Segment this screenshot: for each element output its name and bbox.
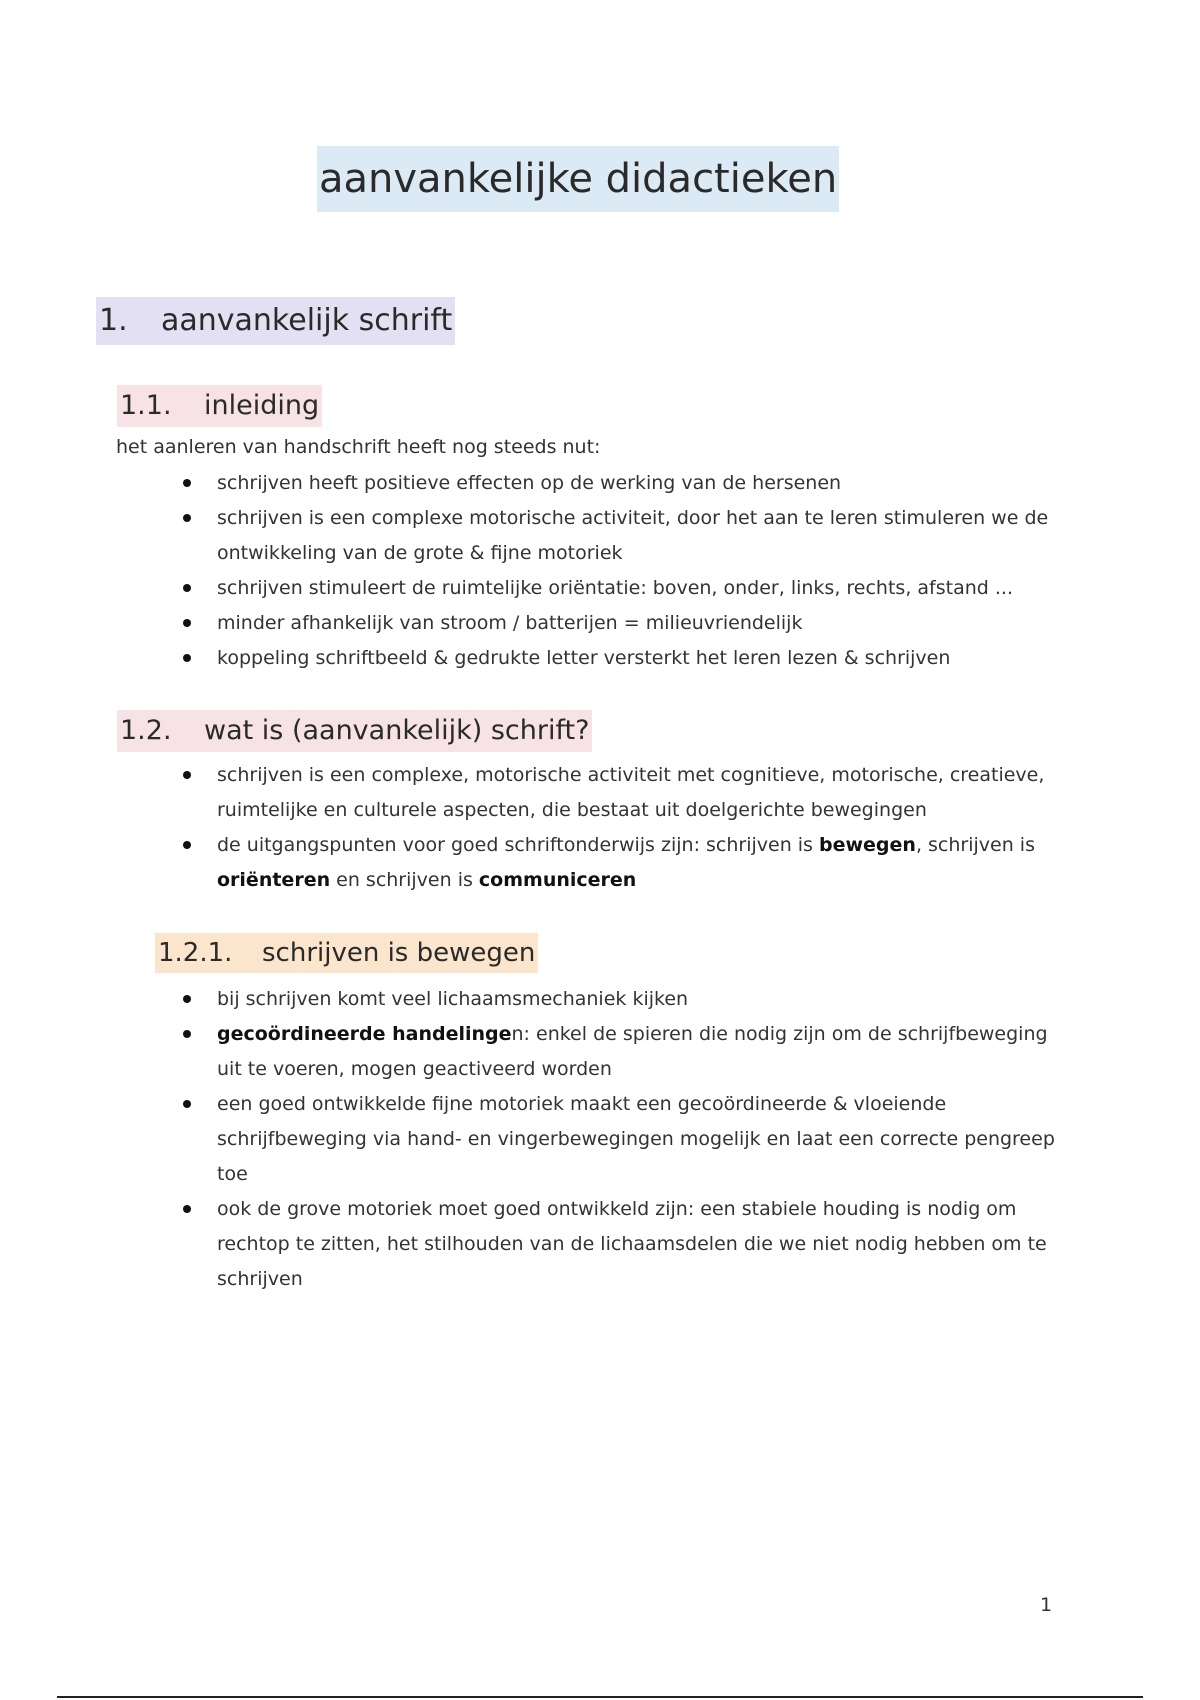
bullet-list-schrijven-is-bewegen (217, 982, 1067, 1297)
list-item: de uitgangspunten voor goed schriftonderwijs zijn: schrijven is bewegen, schrijven is oriënteren en schrijven is communiceren (217, 828, 1067, 898)
bold-term: bewegen (819, 834, 916, 856)
list-item: minder afhankelijk van stroom / batterijen = milieuvriendelijk (217, 606, 1067, 641)
list-item: een goed ontwikkelde fijne motoriek maakt een gecoördineerde & vloeiende schrijfbeweging via hand- en vingerbewegingen mogelijk en laat een correcte pengreep toe (217, 1087, 1067, 1192)
heading-text: wat is (aanvankelijk) schrift? (204, 715, 590, 746)
bullet-list-inleiding (217, 466, 1067, 676)
page-number: 1 (1040, 1594, 1053, 1616)
heading-number: 1.1. (120, 390, 172, 421)
document-title: aanvankelijke didactieken (317, 146, 839, 212)
heading-section-1-2-1 (155, 933, 538, 973)
list-item: gecoördineerde handelingen: enkel de spieren die nodig zijn om de schrijfbeweging uit te voeren, mogen geactiveerd worden (217, 1017, 1067, 1087)
list-item: schrijven stimuleert de ruimtelijke oriëntatie: boven, onder, links, rechts, afstand ... (217, 571, 1067, 606)
bold-term: communiceren (478, 869, 637, 891)
heading-text: schrijven is bewegen (262, 938, 536, 968)
heading-number: 1. (99, 303, 128, 338)
list-item: schrijven is een complexe, motorische activiteit met cognitieve, motorische, creatieve, ruimtelijke en culturele aspecten, die bestaat uit doelgerichte bewegingen (217, 758, 1067, 828)
list-item: schrijven is een complexe motorische activiteit, door het aan te leren stimuleren we de ontwikkeling van de grote & fijne motoriek (217, 501, 1067, 571)
list-item: ook de grove motoriek moet goed ontwikkeld zijn: een stabiele houding is nodig om rechtop te zitten, het stilhouden van de lichaamsdelen die we niet nodig hebben om te schrijven (217, 1192, 1067, 1297)
heading-number: 1.2.1. (158, 938, 233, 968)
bullet-list-wat-is-schrift (217, 758, 1067, 898)
bold-term: gecoördineerde handelinge (217, 1023, 512, 1045)
heading-section-1-2 (117, 710, 592, 752)
list-item: koppeling schriftbeeld & gedrukte letter versterkt het leren lezen & schrijven (217, 641, 1067, 676)
heading-section-1-1 (117, 385, 322, 427)
list-item: schrijven heeft positieve effecten op de werking van de hersenen (217, 466, 1067, 501)
heading-text: aanvankelijk schrift (161, 303, 453, 338)
heading-text: inleiding (204, 390, 320, 421)
list-item: bij schrijven komt veel lichaamsmechaniek kijken (217, 982, 1067, 1017)
bold-term: oriënteren (217, 869, 331, 891)
heading-section-1 (96, 297, 455, 345)
heading-number: 1.2. (120, 715, 172, 746)
intro-paragraph: het aanleren van handschrift heeft nog steeds nut: (116, 436, 601, 458)
footer-divider (57, 1696, 1143, 1698)
